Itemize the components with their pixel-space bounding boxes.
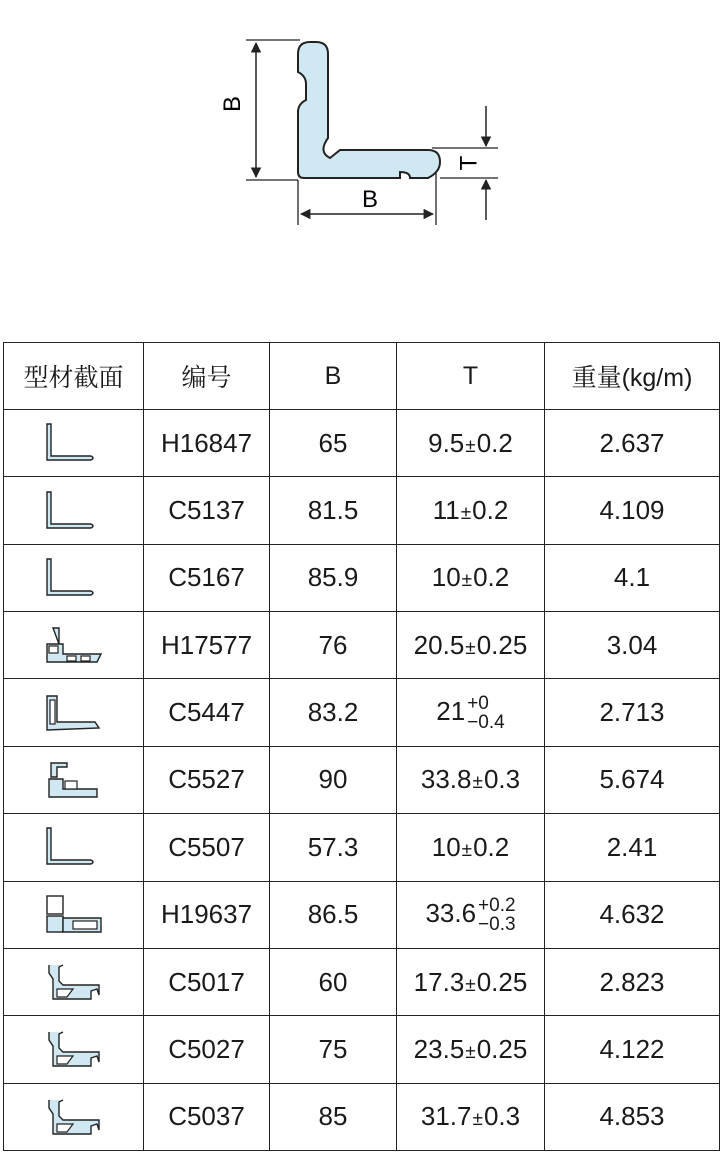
cell-code: C5167: [144, 544, 270, 611]
table-row: [4, 1083, 720, 1150]
l-profile-icon: [43, 557, 105, 599]
cell-t: 9.5±0.2: [397, 410, 545, 477]
cell-b: 83.2: [270, 679, 397, 746]
hollow-corner-profile-icon: [43, 692, 105, 734]
cell-t: 31.7±0.3: [397, 1083, 545, 1150]
cell-code: H19637: [144, 881, 270, 948]
cell-t: 11±0.2: [397, 477, 545, 544]
cell-weight: 2.823: [545, 948, 720, 1015]
cell-code: C5017: [144, 948, 270, 1015]
cell-b: 90: [270, 746, 397, 813]
cell-t: 10±0.2: [397, 544, 545, 611]
cell-b: 75: [270, 1016, 397, 1083]
cell-weight: 4.109: [545, 477, 720, 544]
cell-weight: 5.674: [545, 746, 720, 813]
table-row: [4, 612, 720, 679]
cell-t: 17.3±0.25: [397, 948, 545, 1015]
table-row: [4, 746, 720, 813]
double-box-corner-profile-icon: [43, 894, 105, 936]
dimension-b-vertical-label: B: [219, 95, 246, 113]
table-row: [4, 410, 720, 477]
table-row: [4, 1016, 720, 1083]
cell-t: 33.6 +0.2 −0.3: [397, 881, 545, 948]
table-row: [4, 814, 720, 881]
cell-code: H17577: [144, 612, 270, 679]
slotted-corner-profile-icon: [43, 1028, 105, 1070]
header-t: T: [397, 343, 545, 410]
dimension-b-horizontal-label: B: [361, 186, 379, 213]
box-corner-profile-icon: [43, 624, 105, 666]
cell-b: 76: [270, 612, 397, 679]
header-code: 编号: [144, 343, 270, 410]
cell-t: 20.5±0.25: [397, 612, 545, 679]
l-profile-shape: [298, 42, 440, 178]
cell-weight: 2.713: [545, 679, 720, 746]
cell-weight: 4.853: [545, 1083, 720, 1150]
cell-weight: 3.04: [545, 612, 720, 679]
header-b: B: [270, 343, 397, 410]
table-row: [4, 477, 720, 544]
cell-weight: 2.637: [545, 410, 720, 477]
cell-b: 85: [270, 1083, 397, 1150]
cell-b: 81.5: [270, 477, 397, 544]
cell-t: 33.8±0.3: [397, 746, 545, 813]
cell-code: H16847: [144, 410, 270, 477]
table-row: [4, 948, 720, 1015]
cell-b: 60: [270, 948, 397, 1015]
profile-spec-table: [3, 342, 720, 1151]
table-header-row: [4, 343, 720, 410]
cell-t: 23.5±0.25: [397, 1016, 545, 1083]
l-profile-icon: [43, 826, 105, 868]
table-row: [4, 679, 720, 746]
cell-weight: 2.41: [545, 814, 720, 881]
profile-cross-section-diagram: [0, 0, 720, 300]
cell-b: 65: [270, 410, 397, 477]
cell-t: 10±0.2: [397, 814, 545, 881]
header-weight: 重量(kg/m): [545, 343, 720, 410]
cell-weight: 4.1: [545, 544, 720, 611]
cell-code: C5507: [144, 814, 270, 881]
cell-t: 21 +0 −0.4: [397, 679, 545, 746]
cell-weight: 4.632: [545, 881, 720, 948]
cell-code: C5137: [144, 477, 270, 544]
header-section: 型材截面: [4, 343, 144, 410]
cell-code: C5527: [144, 746, 270, 813]
cell-code: C5027: [144, 1016, 270, 1083]
cell-b: 86.5: [270, 881, 397, 948]
dimension-t-label: T: [455, 155, 483, 171]
table-row: [4, 544, 720, 611]
cell-b: 57.3: [270, 814, 397, 881]
cell-code: C5037: [144, 1083, 270, 1150]
slotted-corner-profile-icon: [43, 1096, 105, 1138]
cell-weight: 4.122: [545, 1016, 720, 1083]
table-row: [4, 881, 720, 948]
cell-code: C5447: [144, 679, 270, 746]
hook-corner-profile-icon: [43, 759, 105, 801]
l-profile-icon: [43, 490, 105, 532]
l-profile-icon: [43, 422, 105, 464]
cell-b: 85.9: [270, 544, 397, 611]
slotted-corner-profile-icon: [43, 961, 105, 1003]
